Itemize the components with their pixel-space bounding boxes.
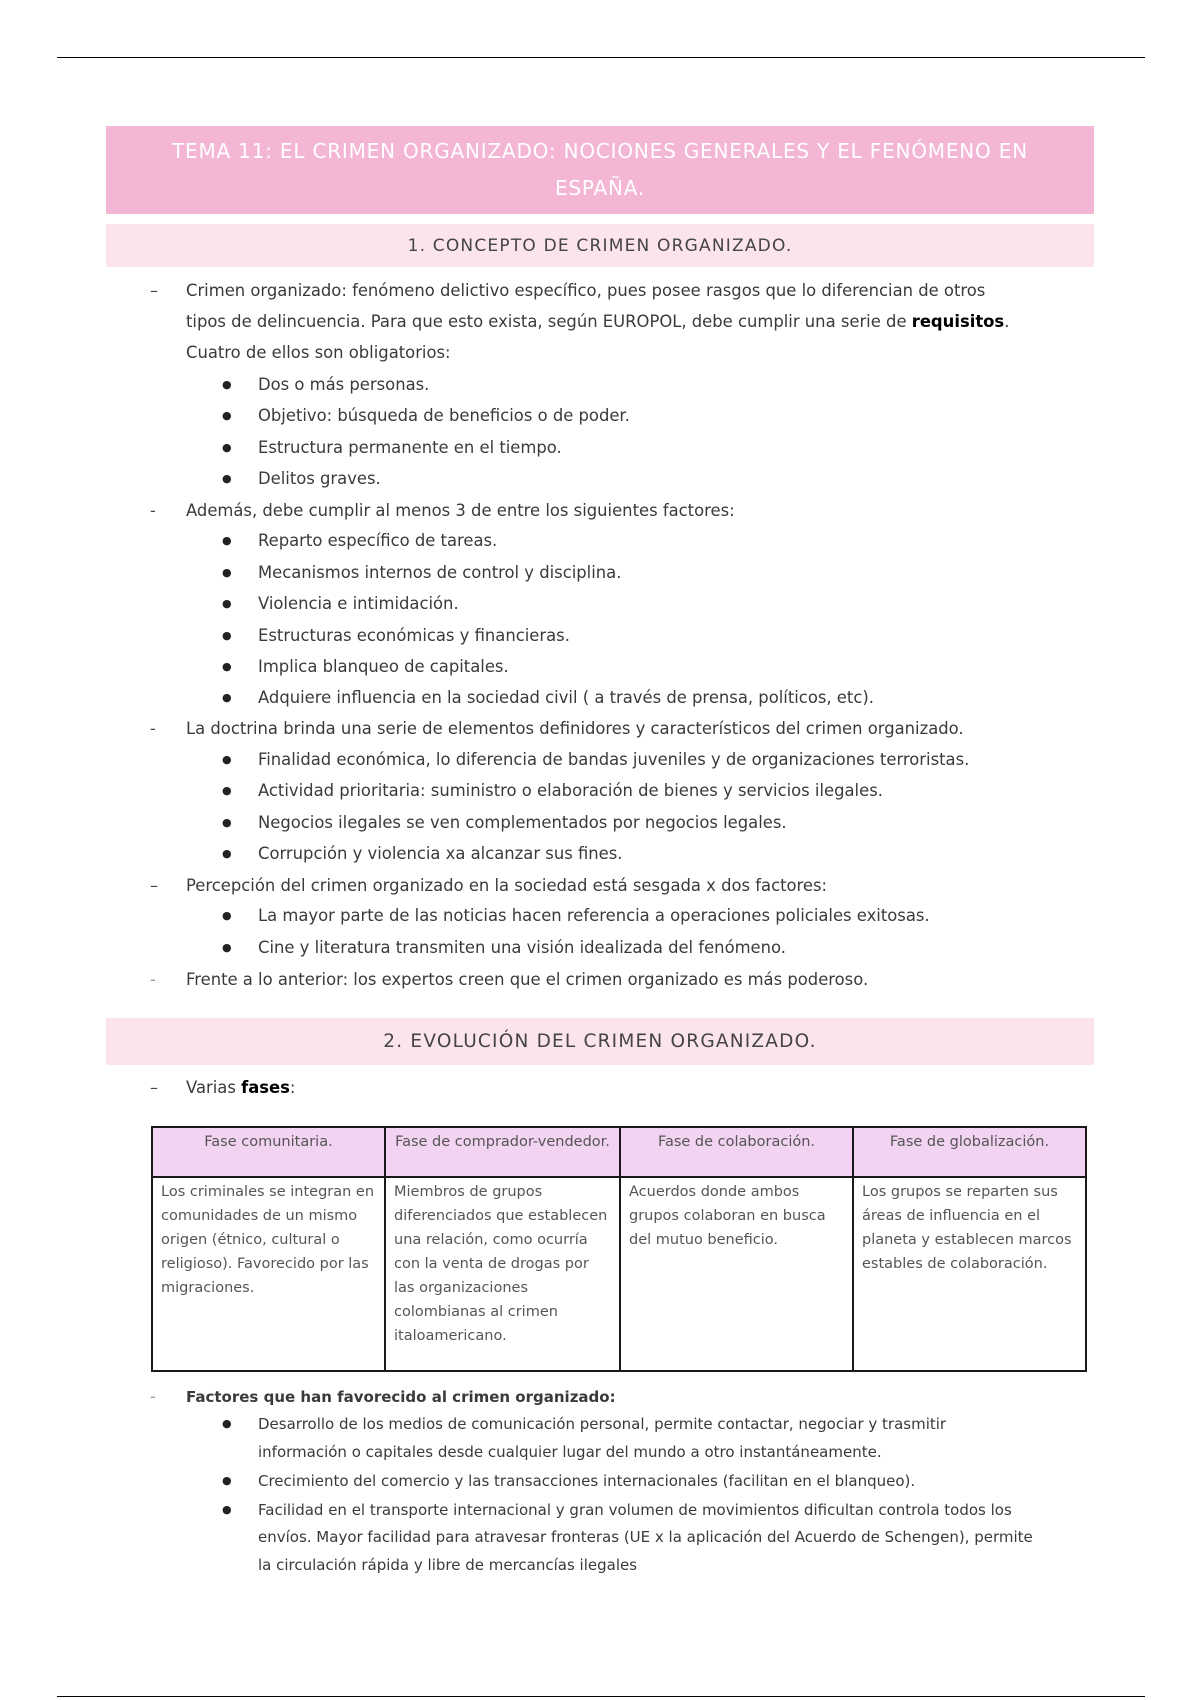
paragraph-crimen-line2: tipos de delincuencia. Para que esto exista, según EUROPOL, debe cumplir una serie de requisitos. bbox=[186, 312, 1010, 331]
dash-marker: - bbox=[150, 1387, 156, 1406]
bullet-icon: ● bbox=[222, 660, 232, 673]
paragraph-percepcion: Percepción del crimen organizado en la sociedad está sesgada x dos factores: bbox=[186, 876, 828, 895]
list-item-continuation: envíos. Mayor facilidad para atravesar fronteras (UE x la aplicación del Acuerdo de Schengen), permite bbox=[258, 1528, 1033, 1546]
dash-marker: - bbox=[150, 719, 156, 738]
bullet-icon: ● bbox=[222, 784, 232, 797]
table-header-cell: Fase comunitaria. bbox=[152, 1127, 385, 1177]
list-item: Negocios ilegales se ven complementados por negocios legales. bbox=[258, 813, 787, 832]
bullet-icon: ● bbox=[222, 597, 232, 610]
list-item: Corrupción y violencia xa alcanzar sus fines. bbox=[258, 844, 623, 863]
paragraph-frente: Frente a lo anterior: los expertos creen que el crimen organizado es más poderoso. bbox=[186, 970, 869, 989]
table-header-cell: Fase de comprador-vendedor. bbox=[385, 1127, 620, 1177]
dash-marker: - bbox=[150, 501, 156, 520]
top-rule bbox=[57, 57, 1145, 58]
factores-heading: Factores que han favorecido al crimen organizado: bbox=[186, 1388, 616, 1406]
section-1-title: 1. CONCEPTO DE CRIMEN ORGANIZADO. bbox=[407, 235, 793, 256]
paragraph-factores: Además, debe cumplir al menos 3 de entre los siguientes factores: bbox=[186, 501, 735, 520]
table-cell: Los grupos se reparten sus áreas de influencia en el planeta y establecen marcos estables de colaboración. bbox=[853, 1177, 1086, 1371]
paragraph-doctrina: La doctrina brinda una serie de elementos definidores y característicos del crimen organizado. bbox=[186, 719, 964, 738]
list-item: Estructuras económicas y financieras. bbox=[258, 626, 570, 645]
list-item: Cine y literatura transmiten una visión idealizada del fenómeno. bbox=[258, 938, 786, 957]
table-header-cell: Fase de colaboración. bbox=[620, 1127, 853, 1177]
bullet-icon: ● bbox=[222, 472, 232, 485]
title-banner bbox=[106, 126, 1094, 214]
section-1-header bbox=[106, 224, 1094, 267]
bullet-icon: ● bbox=[222, 1417, 232, 1430]
bullet-icon: ● bbox=[222, 378, 232, 391]
table-row bbox=[152, 1177, 1086, 1371]
dash-marker: – bbox=[150, 281, 158, 300]
bullet-icon: ● bbox=[222, 816, 232, 829]
list-item: Implica blanqueo de capitales. bbox=[258, 657, 509, 676]
section-2-title: 2. EVOLUCIÓN DEL CRIMEN ORGANIZADO. bbox=[383, 1031, 817, 1052]
bullet-icon: ● bbox=[222, 941, 232, 954]
list-item: Adquiere influencia en la sociedad civil ( a través de prensa, políticos, etc). bbox=[258, 688, 874, 707]
table-cell: Acuerdos donde ambos grupos colaboran en busca del mutuo beneficio. bbox=[620, 1177, 853, 1371]
list-item: Crecimiento del comercio y las transacciones internacionales (facilitan en el blanqueo). bbox=[258, 1472, 916, 1490]
table-cell: Los criminales se integran en comunidades de un mismo origen (étnico, cultural o religioso). Favorecido por las migraciones. bbox=[152, 1177, 385, 1371]
dash-marker: – bbox=[150, 1078, 158, 1097]
bullet-icon: ● bbox=[222, 909, 232, 922]
fases-table bbox=[151, 1126, 1087, 1372]
list-item: Reparto específico de tareas. bbox=[258, 531, 498, 550]
paragraph-crimen-line1: Crimen organizado: fenómeno delictivo específico, pues posee rasgos que lo diferencian de otros bbox=[186, 281, 986, 300]
dash-marker: – bbox=[150, 876, 158, 895]
bullet-icon: ● bbox=[222, 753, 232, 766]
list-item: Estructura permanente en el tiempo. bbox=[258, 438, 562, 457]
list-item: Mecanismos internos de control y disciplina. bbox=[258, 563, 622, 582]
list-item: Violencia e intimidación. bbox=[258, 594, 459, 613]
table-header-cell: Fase de globalización. bbox=[853, 1127, 1086, 1177]
bullet-icon: ● bbox=[222, 1503, 232, 1516]
list-item: Dos o más personas. bbox=[258, 375, 430, 394]
paragraph-crimen-line3: Cuatro de ellos son obligatorios: bbox=[186, 343, 451, 362]
list-item: Finalidad económica, lo diferencia de bandas juveniles y de organizaciones terroristas. bbox=[258, 750, 970, 769]
list-item-continuation: información o capitales desde cualquier lugar del mundo a otro instantáneamente. bbox=[258, 1443, 882, 1461]
table-header-row bbox=[152, 1127, 1086, 1177]
dash-marker: - bbox=[150, 970, 156, 989]
bullet-icon: ● bbox=[222, 441, 232, 454]
bullet-icon: ● bbox=[222, 691, 232, 704]
bullet-icon: ● bbox=[222, 1474, 232, 1487]
list-item: Objetivo: búsqueda de beneficios o de poder. bbox=[258, 406, 630, 425]
bullet-icon: ● bbox=[222, 629, 232, 642]
list-item: Delitos graves. bbox=[258, 469, 381, 488]
bullet-icon: ● bbox=[222, 409, 232, 422]
bullet-icon: ● bbox=[222, 566, 232, 579]
bullet-icon: ● bbox=[222, 534, 232, 547]
table-cell: Miembros de grupos diferenciados que establecen una relación, como ocurría con la venta de drogas por las organizaciones colombianas al crimen italoamericano. bbox=[385, 1177, 620, 1371]
list-item: Desarrollo de los medios de comunicación personal, permite contactar, negociar y trasmitir bbox=[258, 1415, 947, 1433]
section-2-header bbox=[106, 1018, 1094, 1065]
bullet-icon: ● bbox=[222, 847, 232, 860]
list-item: Actividad prioritaria: suministro o elaboración de bienes y servicios ilegales. bbox=[258, 781, 883, 800]
bottom-rule bbox=[57, 1696, 1145, 1697]
list-item: La mayor parte de las noticias hacen referencia a operaciones policiales exitosas. bbox=[258, 906, 930, 925]
fases-intro: Varias fases: bbox=[186, 1078, 296, 1097]
list-item-continuation: la circulación rápida y libre de mercancías ilegales bbox=[258, 1556, 638, 1574]
list-item: Facilidad en el transporte internacional y gran volumen de movimientos dificultan controla todos los bbox=[258, 1501, 1012, 1519]
page-title: TEMA 11: EL CRIMEN ORGANIZADO: NOCIONES GENERALES Y EL FENÓMENO EN ESPAÑA. bbox=[172, 139, 1028, 200]
